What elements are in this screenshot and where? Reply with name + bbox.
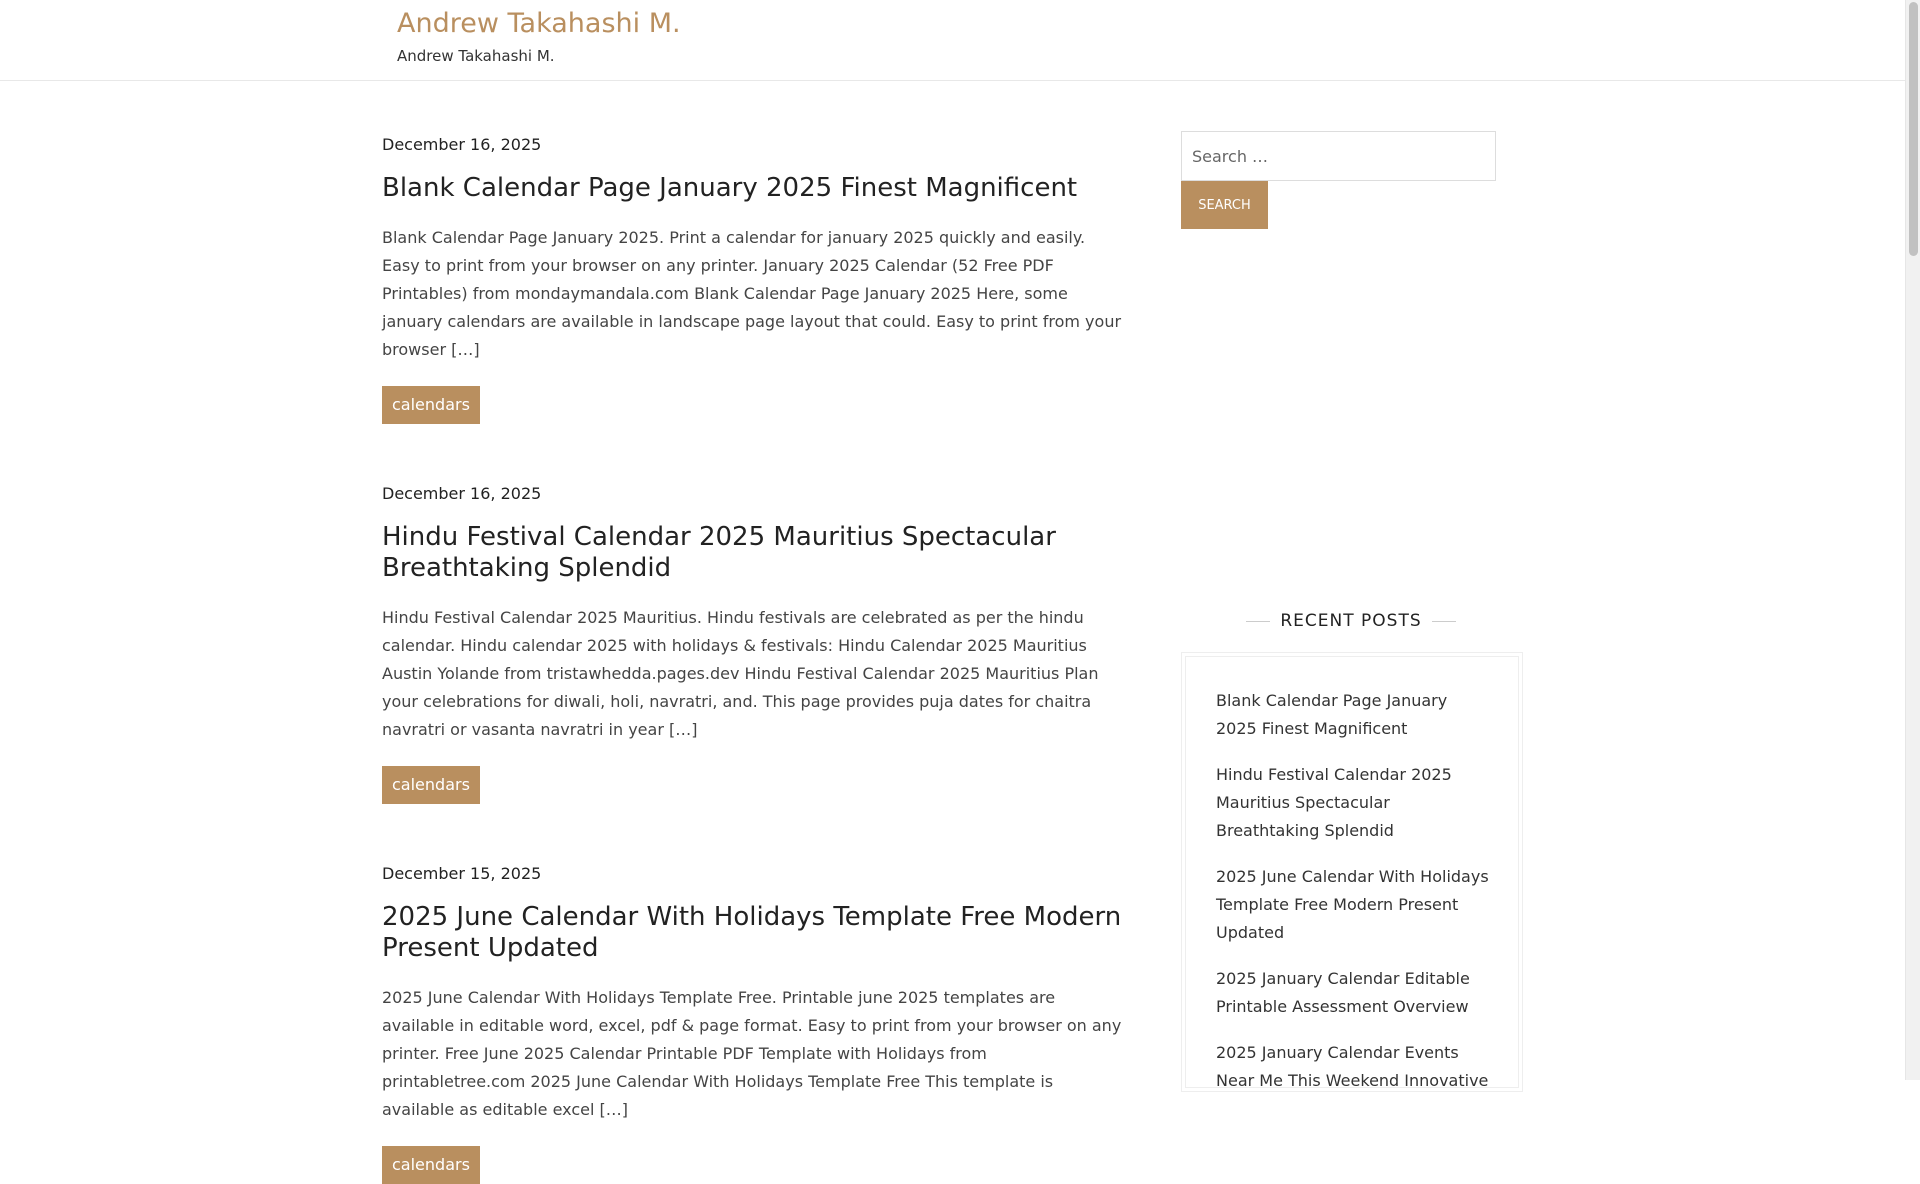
recent-post-link[interactable]: Hindu Festival Calendar 2025 Mauritius Spectacular Breathtaking Splendid: [1216, 765, 1452, 840]
post-title[interactable]: Blank Calendar Page January 2025 Finest Magnificent: [382, 173, 1078, 203]
site-header: [0, 0, 1905, 81]
category-tag[interactable]: calendars: [382, 1146, 480, 1184]
post-date[interactable]: December 15, 2025: [382, 864, 542, 883]
search-button[interactable]: SEARCH: [1181, 181, 1268, 229]
heading-divider: [1432, 621, 1456, 622]
post-item: [382, 859, 1127, 1184]
post-title[interactable]: 2025 June Calendar With Holidays Template Free Modern Present Updated: [382, 902, 1122, 963]
post-list: [382, 130, 1127, 1184]
recent-post-link[interactable]: Blank Calendar Page January 2025 Finest Magnificent: [1216, 691, 1448, 738]
recent-post-link[interactable]: 2025 June Calendar With Holidays Template Free Modern Present Updated: [1216, 867, 1489, 942]
site-tagline: Andrew Takahashi M.: [397, 47, 555, 65]
page-scrollbar[interactable]: [1905, 0, 1920, 1080]
post-excerpt: 2025 June Calendar With Holidays Template Free. Printable june 2025 templates are available in editable word, excel, pdf & page format. Easy to print from your browser on any printer. Free June 2025 Calendar Printable PDF Template with Holidays from printabletree.com 2025 June Calendar With Holidays Template Free This template is available as editable excel […]: [382, 988, 1122, 1119]
post-item: [382, 479, 1127, 804]
post-title[interactable]: Hindu Festival Calendar 2025 Mauritius Spectacular Breathtaking Splendid: [382, 522, 1056, 583]
recent-posts-widget: [1181, 652, 1523, 1092]
search-input[interactable]: [1181, 131, 1496, 181]
category-tag[interactable]: calendars: [382, 386, 480, 424]
post-item: [382, 130, 1127, 424]
post-date[interactable]: December 16, 2025: [382, 135, 542, 154]
post-excerpt: Hindu Festival Calendar 2025 Mauritius. Hindu festivals are celebrated as per the hindu calendar. Hindu calendar 2025 with holidays & festivals: Hindu Calendar 2025 Mauritius Austin Yolande from tristawhedda.pages.dev Hindu Festival Calendar 2025 Mauritius Plan your celebrations for diwali, holi, navratri, and. This page provides puja dates for chaitra navratri or vasanta navratri in year […]: [382, 608, 1099, 739]
site-title[interactable]: Andrew Takahashi M.: [397, 8, 681, 39]
recent-posts-heading: [1181, 611, 1521, 641]
post-excerpt: Blank Calendar Page January 2025. Print a calendar for january 2025 quickly and easily. Easy to print from your browser on any printer. January 2025 Calendar (52 Free PDF Printables) from mondaymandala.com Blank Calendar Page January 2025 Here, some january calendars are available in landscape page layout that could. Easy to print from your browser […]: [382, 228, 1122, 359]
scrollbar-thumb[interactable]: [1909, 2, 1918, 256]
category-tag[interactable]: calendars: [382, 766, 480, 804]
heading-divider: [1246, 621, 1270, 622]
recent-post-link[interactable]: 2025 January Calendar Editable Printable Assessment Overview: [1216, 969, 1470, 1016]
post-date[interactable]: December 16, 2025: [382, 484, 542, 503]
recent-posts-heading-label: RECENT POSTS: [1280, 611, 1422, 631]
recent-post-link[interactable]: 2025 January Calendar Events Near Me This Weekend Innovative: [1216, 1043, 1489, 1090]
recent-posts-list: [1185, 656, 1519, 1088]
